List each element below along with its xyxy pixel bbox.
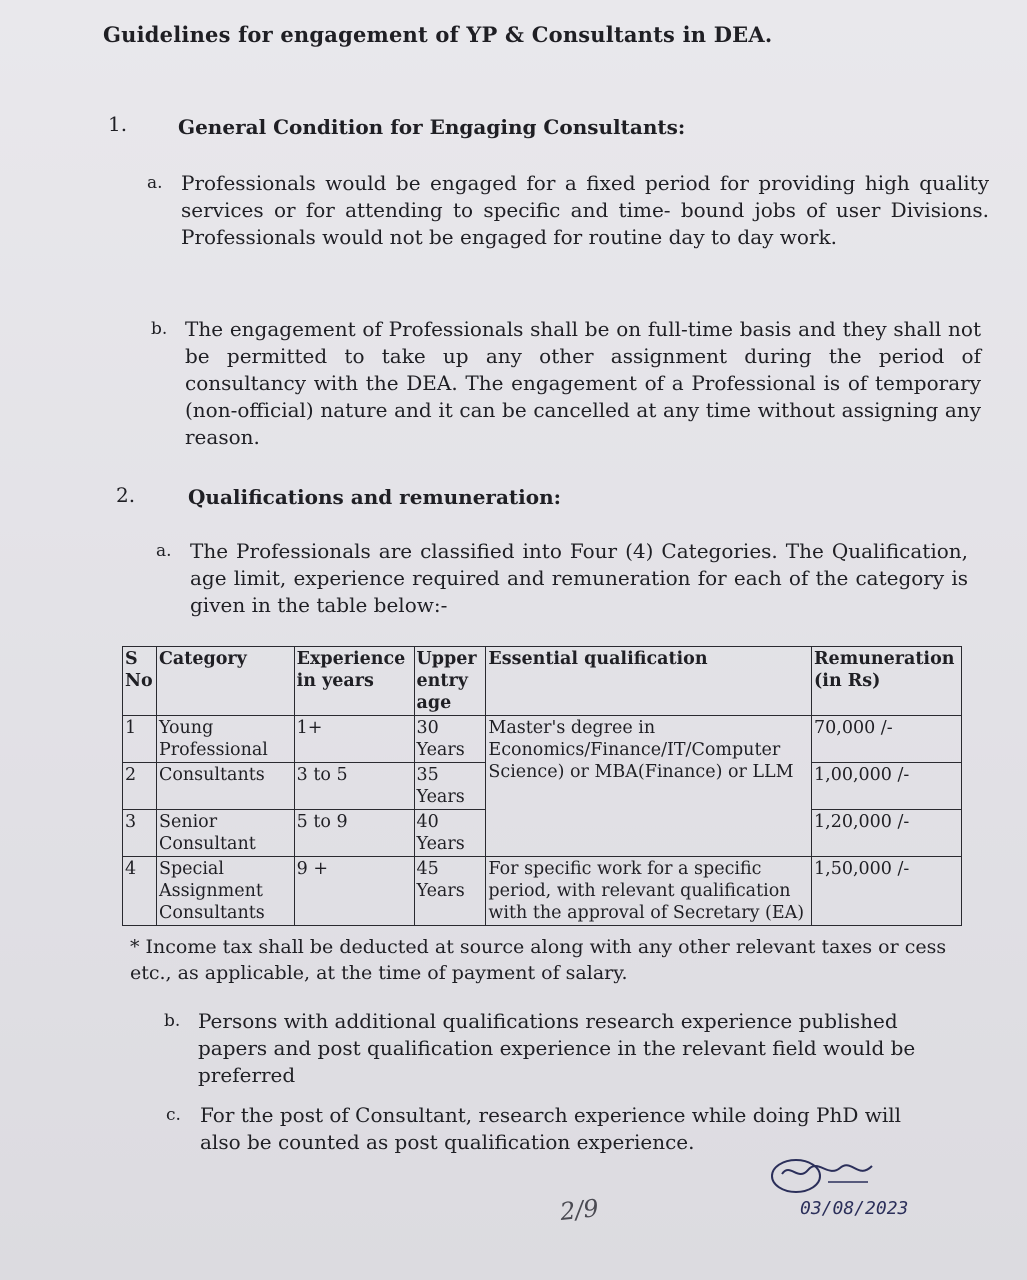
item-marker: a. xyxy=(156,541,172,561)
cell-category: Consultants xyxy=(156,763,294,810)
table-header-row xyxy=(123,647,962,716)
signature-icon xyxy=(768,1152,888,1196)
cell-age: 35 Years xyxy=(414,763,486,810)
header-category: Category xyxy=(156,647,294,716)
cell-experience: 1+ xyxy=(294,716,414,763)
header-remuneration: Remuneration (in Rs) xyxy=(812,647,962,716)
cell-remuneration: 1,00,000 /- xyxy=(812,763,962,810)
cell-age: 40 Years xyxy=(414,810,486,857)
cell-sno: 3 xyxy=(123,810,157,857)
cell-experience: 5 to 9 xyxy=(294,810,414,857)
header-age: Upper entry age xyxy=(414,647,486,716)
item-text: Persons with additional qualifications research experience published papers and post qualification experience in the relevant field would be preferred xyxy=(198,1009,916,1087)
section-2-item-b xyxy=(164,1008,942,1089)
item-text: Professionals would be engaged for a fixed period for providing high quality services or for attending to specific and time- bound jobs of user Divisions. Professionals would not be engaged for routine day to day work. xyxy=(181,171,989,249)
section-1-heading: General Condition for Engaging Consultants: xyxy=(178,115,686,139)
item-marker: b. xyxy=(164,1011,181,1031)
signature-date: 03/08/2023 xyxy=(800,1198,909,1219)
table-row xyxy=(123,716,962,763)
table-row xyxy=(123,857,962,926)
header-experience: Experience in years xyxy=(294,647,414,716)
cell-experience: 9 + xyxy=(294,857,414,926)
section-1-item-a xyxy=(147,170,989,251)
cell-category: Young Professional xyxy=(156,716,294,763)
section-1-item-b xyxy=(151,316,981,451)
item-marker: c. xyxy=(166,1105,181,1125)
item-marker: b. xyxy=(151,319,168,339)
cell-sno: 2 xyxy=(123,763,157,810)
section-2-item-a xyxy=(156,538,968,619)
item-text: The Professionals are classified into Four (4) Categories. The Qualification, age limit, experience required and remuneration for each of the category is given in the table below:- xyxy=(190,539,968,617)
cell-category: Senior Consultant xyxy=(156,810,294,857)
cell-category: Special Assignment Consultants xyxy=(156,857,294,926)
cell-sno: 1 xyxy=(123,716,157,763)
cell-sno: 4 xyxy=(123,857,157,926)
document-title: Guidelines for engagement of YP & Consultants in DEA. xyxy=(103,22,773,47)
header-qualification: Essential qualification xyxy=(486,647,812,716)
section-2-heading: Qualifications and remuneration: xyxy=(188,485,562,509)
cell-qualification: For specific work for a specific period, with relevant qualification with the approval of Secretary (EA) xyxy=(486,857,812,926)
section-2-item-c xyxy=(166,1102,942,1156)
cell-remuneration: 1,50,000 /- xyxy=(812,857,962,926)
cell-age: 30 Years xyxy=(414,716,486,763)
section-1-number: 1. xyxy=(108,112,128,136)
item-marker: a. xyxy=(147,173,163,193)
cell-remuneration: 1,20,000 /- xyxy=(812,810,962,857)
cell-experience: 3 to 5 xyxy=(294,763,414,810)
cell-age: 45 Years xyxy=(414,857,486,926)
header-sno: S No xyxy=(123,647,157,716)
qualification-table xyxy=(122,646,962,926)
item-text: The engagement of Professionals shall be on full-time basis and they shall not be permitted to take up any other assignment during the period of consultancy with the DEA. The engagement of a Professional is of temporary (non-official) nature and it can be cancelled at any time without assigning any reason. xyxy=(185,317,981,449)
section-2-number: 2. xyxy=(116,483,136,507)
income-tax-note: * Income tax shall be deducted at source along with any other relevant taxes or cess etc., as applicable, at the time of payment of salary. xyxy=(130,936,947,984)
item-text: For the post of Consultant, research experience while doing PhD will also be counted as post qualification experience. xyxy=(200,1103,902,1154)
page-number: 2/9 xyxy=(558,1194,600,1226)
cell-qualification: Master's degree in Economics/Finance/IT/Computer Science) or MBA(Finance) or LLM xyxy=(486,716,812,857)
cell-remuneration: 70,000 /- xyxy=(812,716,962,763)
